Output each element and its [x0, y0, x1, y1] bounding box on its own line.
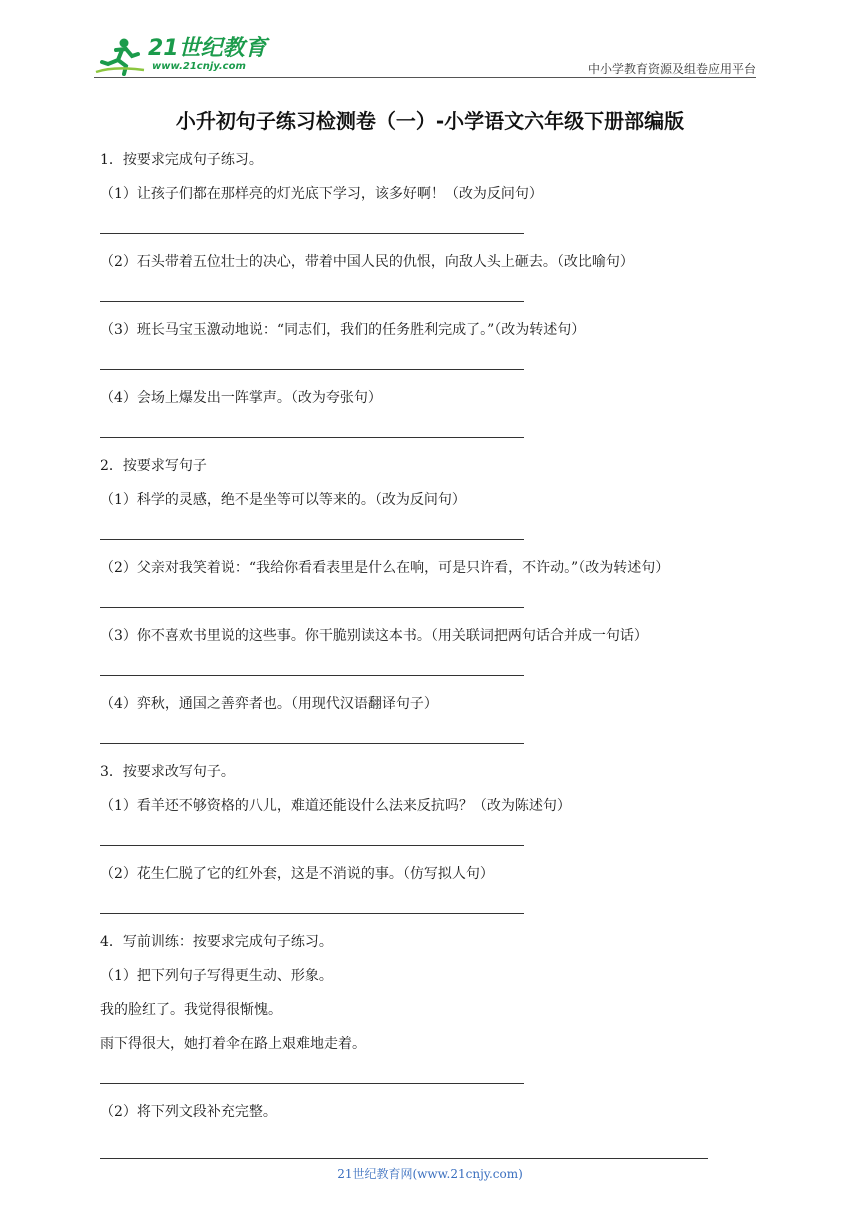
question-item: （1）看羊还不够资格的八儿，难道还能设什么法来反抗吗？（改为陈述句） [100, 798, 571, 814]
question-item: （2）石头带着五位壮士的决心，带着中国人民的仇恨，向敌人头上砸去。（改比喻句） [100, 254, 634, 270]
answer-line[interactable] [100, 726, 760, 760]
header-divider [94, 77, 756, 78]
answer-line[interactable] [100, 352, 760, 386]
logo-text [148, 37, 267, 72]
answer-line[interactable] [100, 658, 760, 692]
logo-main-text: 21世纪教育 [148, 35, 267, 61]
question-heading: 1．按要求完成句子练习。 [100, 152, 263, 168]
question-heading: 4．写前训练：按要求完成句子练习。 [100, 934, 333, 950]
question-item: （2）父亲对我笑着说：“我给你看看表里是什么在响，可是只许看，不许动。”（改为转述句） [100, 560, 670, 576]
header-tagline: 中小学教育资源及组卷应用平台 [587, 62, 756, 76]
question-heading: 2．按要求写句子 [100, 458, 207, 474]
answer-line[interactable] [100, 590, 760, 624]
question-item: （3）你不喜欢书里说的这些事。你干脆别读这本书。（用关联词把两句话合并成一句话） [100, 628, 648, 644]
answer-line[interactable] [100, 522, 760, 556]
logo [94, 36, 267, 76]
question-heading: 3．按要求改写句子。 [100, 764, 235, 780]
answer-line[interactable] [100, 896, 760, 930]
question-item: （1）让孩子们都在那样亮的灯光底下学习，该多好啊！（改为反问句） [100, 186, 543, 202]
runner-logo-icon [94, 36, 146, 76]
question-item: （1）科学的灵感，绝不是坐等可以等来的。（改为反问句） [100, 492, 466, 508]
answer-line[interactable] [100, 420, 760, 454]
question-item: （3）班长马宝玉激动地说：“同志们，我们的任务胜利完成了。”（改为转述句） [100, 322, 586, 338]
question-list [100, 148, 760, 1134]
logo-url-text: www.21cnjy.com [152, 60, 246, 72]
answer-line[interactable] [100, 1066, 760, 1100]
answer-line[interactable] [100, 284, 760, 318]
example-sentence: 我的脸红了。我觉得很惭愧。 [100, 1002, 282, 1018]
question-item: （4）弈秋，通国之善弈者也。（用现代汉语翻译句子） [100, 696, 438, 712]
question-item: （2）花生仁脱了它的红外套，这是不消说的事。（仿写拟人句） [100, 866, 494, 882]
answer-line[interactable] [100, 216, 760, 250]
page-title: 小升初句子练习检测卷（一）-小学语文六年级下册部编版 [175, 109, 685, 133]
footer-text: 21世纪教育网(www.21cnjy.com) [337, 1167, 523, 1181]
question-item: （1）把下列句子写得更生动、形象。 [100, 968, 333, 984]
page-header [94, 30, 756, 80]
footer-divider [100, 1158, 708, 1159]
example-sentence: 雨下得很大，她打着伞在路上艰难地走着。 [100, 1036, 366, 1052]
question-item: （4）会场上爆发出一阵掌声。（改为夸张句） [100, 390, 382, 406]
answer-line[interactable] [100, 828, 760, 862]
question-item: （2）将下列文段补充完整。 [100, 1104, 277, 1120]
